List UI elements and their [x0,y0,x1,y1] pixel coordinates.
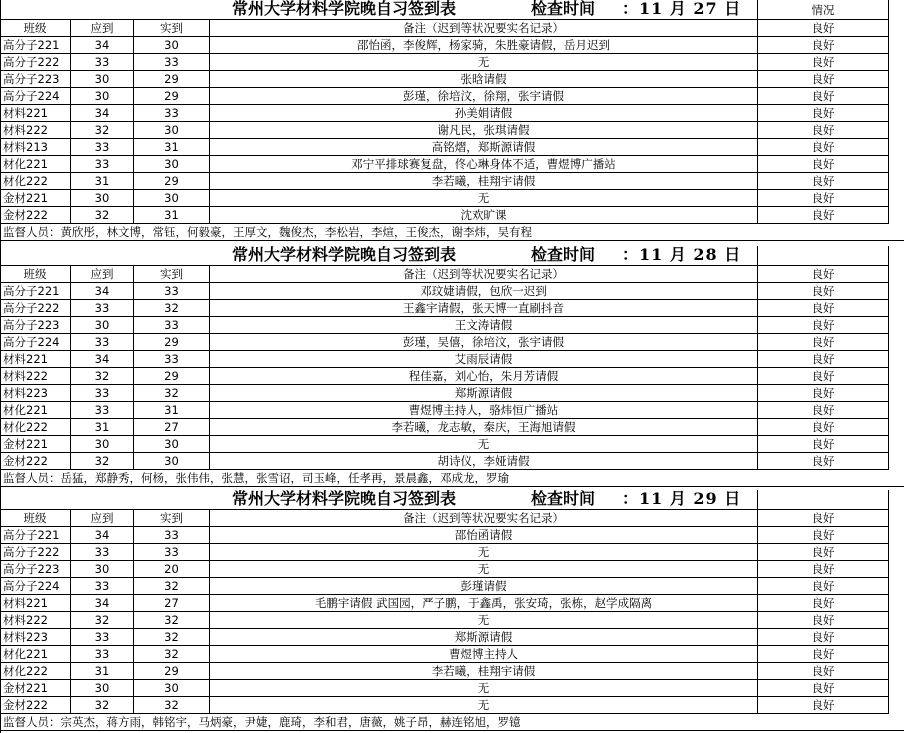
status-cell: 良好 [758,578,889,595]
class-name-cell: 高分子223 [0,317,71,334]
status-cell: 良好 [758,71,889,88]
column-header-row [0,20,904,37]
table-row [0,646,904,663]
status-cell: 良好 [758,595,889,612]
status-cell: 良好 [758,436,889,453]
remarks-cell: 程佳嘉，刘心怡，朱月芳请假 [210,368,758,385]
column-header-status-cell: 良好 [758,266,889,283]
status-cell: 良好 [758,105,889,122]
table-row [0,122,904,139]
status-column-header [758,490,889,510]
table-row [0,385,904,402]
table-row [0,578,904,595]
table-row [0,419,904,436]
column-header-class-name-cell: 班级 [0,20,71,37]
column-header-actual-count-cell: 实到 [134,20,210,37]
remarks-cell: 李若曦，桂翔宇请假 [210,173,758,190]
column-header-actual-count-cell: 实到 [134,266,210,283]
table-row [0,629,904,646]
status-cell: 良好 [758,37,889,54]
column-header-expected-count-cell: 应到 [71,510,134,527]
actual-count-cell: 29 [134,71,210,88]
table-row [0,88,904,105]
remarks-cell: 郑斯源请假 [210,629,758,646]
status-cell: 良好 [758,697,889,714]
remarks-cell: 无 [210,561,758,578]
class-name-cell: 高分子224 [0,578,71,595]
column-header-remarks-cell: 备注（迟到等状况要实名记录） [210,20,758,37]
remarks-cell: 郑斯源请假 [210,385,758,402]
table-row [0,71,904,88]
status-cell: 良好 [758,368,889,385]
status-cell: 良好 [758,156,889,173]
remarks-cell: 高铭熠，郑斯源请假 [210,139,758,156]
remarks-cell: 李若曦，桂翔宇请假 [210,663,758,680]
section-title-row [0,246,904,266]
remarks-cell: 无 [210,436,758,453]
supervisors-text: 监督人员：岳猛，郑静秀，何杨，张伟伟，张慧，张雪诏，司玉峰，任孝再，景晨鑫，邓成龙，罗瑜 [0,470,904,487]
remarks-cell: 彭瑾，徐培汶，徐翔，张宇请假 [210,88,758,105]
expected-count-cell: 33 [71,578,134,595]
remarks-cell: 曹煜博主持人 [210,646,758,663]
table-row [0,612,904,629]
sheet-title-text: 常州大学材料学院晚自习签到表 [232,489,457,508]
class-name-cell: 材料221 [0,351,71,368]
table-row [0,105,904,122]
actual-count-cell: 32 [134,697,210,714]
status-cell: 良好 [758,190,889,207]
actual-count-cell: 20 [134,561,210,578]
table-row [0,368,904,385]
actual-count-cell: 33 [134,283,210,300]
remarks-cell: 无 [210,190,758,207]
check-time-label: 检查时间 [531,0,596,18]
status-cell: 良好 [758,629,889,646]
status-cell: 良好 [758,139,889,156]
actual-count-cell: 27 [134,419,210,436]
actual-count-cell: 33 [134,54,210,71]
actual-count-cell: 31 [134,139,210,156]
expected-count-cell: 33 [71,629,134,646]
table-row [0,54,904,71]
remarks-cell: 邵怡函，李俊辉，杨家骑，朱胜豪请假，岳月迟到 [210,37,758,54]
expected-count-cell: 31 [71,663,134,680]
actual-count-cell: 30 [134,453,210,470]
expected-count-cell: 33 [71,385,134,402]
table-row [0,300,904,317]
actual-count-cell: 33 [134,544,210,561]
column-header-row [0,510,904,527]
column-header-row [0,266,904,283]
class-name-cell: 材料221 [0,595,71,612]
class-name-cell: 材化222 [0,663,71,680]
remarks-cell: 无 [210,544,758,561]
supervisors-row [0,470,904,487]
table-row [0,156,904,173]
remarks-cell: 李若曦，龙志敏，秦庆，王海旭请假 [210,419,758,436]
actual-count-cell: 29 [134,334,210,351]
sheet-title [0,0,758,20]
status-cell: 良好 [758,173,889,190]
table-row [0,207,904,224]
check-time-label: 检查时间 [531,245,596,264]
actual-count-cell: 30 [134,37,210,54]
status-cell: 良好 [758,680,889,697]
expected-count-cell: 30 [71,317,134,334]
check-date: ：11 月 27 日 [622,0,742,18]
status-cell: 良好 [758,54,889,71]
actual-count-cell: 29 [134,88,210,105]
status-cell: 良好 [758,453,889,470]
column-header-expected-count-cell: 应到 [71,266,134,283]
column-header-class-name-cell: 班级 [0,266,71,283]
expected-count-cell: 32 [71,368,134,385]
class-name-cell: 高分子223 [0,71,71,88]
expected-count-cell: 31 [71,173,134,190]
status-cell: 良好 [758,300,889,317]
remarks-cell: 王鑫宇请假，张天博一直刷抖音 [210,300,758,317]
expected-count-cell: 32 [71,122,134,139]
expected-count-cell: 34 [71,105,134,122]
remarks-cell: 彭瑾，吴僖，徐培汶，张宇请假 [210,334,758,351]
class-name-cell: 高分子221 [0,37,71,54]
remarks-cell: 曹煜博主持人，骆炜恒广播站 [210,402,758,419]
expected-count-cell: 33 [71,139,134,156]
expected-count-cell: 30 [71,680,134,697]
class-name-cell: 材化221 [0,402,71,419]
status-cell: 良好 [758,419,889,436]
class-name-cell: 高分子221 [0,527,71,544]
status-cell: 良好 [758,207,889,224]
expected-count-cell: 33 [71,300,134,317]
expected-count-cell: 33 [71,544,134,561]
status-cell: 良好 [758,385,889,402]
remarks-cell: 谢凡民，张琪请假 [210,122,758,139]
table-row [0,663,904,680]
status-cell: 良好 [758,283,889,300]
class-name-cell: 金材221 [0,190,71,207]
sheet-title [0,490,758,510]
status-cell: 良好 [758,663,889,680]
actual-count-cell: 32 [134,385,210,402]
class-name-cell: 材料223 [0,629,71,646]
table-row [0,527,904,544]
expected-count-cell: 30 [71,71,134,88]
remarks-cell: 无 [210,680,758,697]
section-title-row [0,0,904,20]
expected-count-cell: 33 [71,646,134,663]
class-name-cell: 金材221 [0,680,71,697]
table-row [0,544,904,561]
status-cell: 良好 [758,612,889,629]
actual-count-cell: 33 [134,351,210,368]
class-name-cell: 高分子224 [0,88,71,105]
remarks-cell: 无 [210,54,758,71]
sheet-title [0,246,758,266]
class-name-cell: 材料222 [0,368,71,385]
expected-count-cell: 30 [71,190,134,207]
sheet-title-text: 常州大学材料学院晚自习签到表 [232,245,457,264]
table-row [0,561,904,578]
actual-count-cell: 29 [134,663,210,680]
table-row [0,173,904,190]
remarks-cell: 王文涛请假 [210,317,758,334]
column-header-remarks-cell: 备注（迟到等状况要实名记录） [210,510,758,527]
class-name-cell: 材料213 [0,139,71,156]
class-name-cell: 高分子223 [0,561,71,578]
sheet-title-text: 常州大学材料学院晚自习签到表 [232,0,457,18]
remarks-cell: 邵怡函请假 [210,527,758,544]
supervisors-row [0,224,904,241]
check-date: ：11 月 28 日 [622,245,742,264]
actual-count-cell: 29 [134,368,210,385]
column-header-class-name-cell: 班级 [0,510,71,527]
actual-count-cell: 33 [134,527,210,544]
actual-count-cell: 30 [134,122,210,139]
status-cell: 良好 [758,334,889,351]
actual-count-cell: 29 [134,173,210,190]
class-name-cell: 高分子222 [0,54,71,71]
expected-count-cell: 32 [71,453,134,470]
column-header-status-cell: 良好 [758,510,889,527]
class-name-cell: 金材222 [0,453,71,470]
class-name-cell: 材化222 [0,419,71,436]
table-row [0,680,904,697]
actual-count-cell: 30 [134,190,210,207]
table-row [0,453,904,470]
class-name-cell: 高分子221 [0,283,71,300]
table-row [0,436,904,453]
remarks-cell: 邓宁平排球赛复盘，佟心琳身体不适，曹煜博广播站 [210,156,758,173]
actual-count-cell: 32 [134,629,210,646]
expected-count-cell: 32 [71,612,134,629]
actual-count-cell: 27 [134,595,210,612]
expected-count-cell: 33 [71,54,134,71]
actual-count-cell: 30 [134,680,210,697]
remarks-cell: 沈欢旷课 [210,207,758,224]
actual-count-cell: 32 [134,612,210,629]
expected-count-cell: 30 [71,436,134,453]
status-column-header: 情况 [758,0,889,20]
status-cell: 良好 [758,561,889,578]
status-cell: 良好 [758,527,889,544]
expected-count-cell: 34 [71,351,134,368]
class-name-cell: 材料221 [0,105,71,122]
actual-count-cell: 33 [134,317,210,334]
actual-count-cell: 30 [134,156,210,173]
check-date: ：11 月 29 日 [622,489,742,508]
expected-count-cell: 34 [71,527,134,544]
status-cell: 良好 [758,88,889,105]
expected-count-cell: 34 [71,595,134,612]
expected-count-cell: 34 [71,283,134,300]
remarks-cell: 胡诗仪，李娅请假 [210,453,758,470]
status-cell: 良好 [758,544,889,561]
class-name-cell: 材化221 [0,156,71,173]
expected-count-cell: 32 [71,207,134,224]
class-name-cell: 金材222 [0,207,71,224]
class-name-cell: 高分子224 [0,334,71,351]
supervisors-text: 监督人员：黄欣彤，林文博，常钰，何毅豪，王厚文，魏俊杰，李松岩，李煊，王俊杰，谢李炜，吴有程 [0,224,904,241]
remarks-cell: 孙美娟请假 [210,105,758,122]
remarks-cell: 毛鹏宇请假 武国园，严子鹏，于鑫禹，张安琦，张栋，赵学成隔离 [210,595,758,612]
table-row [0,697,904,714]
table-row [0,317,904,334]
column-header-remarks-cell: 备注（迟到等状况要实名记录） [210,266,758,283]
column-header-status-cell: 良好 [758,20,889,37]
supervisors-row [0,714,904,731]
remarks-cell: 无 [210,612,758,629]
remarks-cell: 张晗请假 [210,71,758,88]
class-name-cell: 材化222 [0,173,71,190]
expected-count-cell: 32 [71,697,134,714]
expected-count-cell: 33 [71,402,134,419]
remarks-cell: 彭瑾请假 [210,578,758,595]
remarks-cell: 无 [210,697,758,714]
actual-count-cell: 32 [134,578,210,595]
class-name-cell: 材化221 [0,646,71,663]
expected-count-cell: 30 [71,88,134,105]
class-name-cell: 高分子222 [0,300,71,317]
actual-count-cell: 31 [134,207,210,224]
class-name-cell: 金材221 [0,436,71,453]
status-cell: 良好 [758,402,889,419]
actual-count-cell: 30 [134,436,210,453]
class-name-cell: 高分子222 [0,544,71,561]
actual-count-cell: 33 [134,105,210,122]
expected-count-cell: 33 [71,334,134,351]
class-name-cell: 材料223 [0,385,71,402]
status-cell: 良好 [758,646,889,663]
status-cell: 良好 [758,351,889,368]
table-row [0,37,904,54]
class-name-cell: 材料222 [0,612,71,629]
status-cell: 良好 [758,122,889,139]
table-row [0,334,904,351]
expected-count-cell: 34 [71,37,134,54]
actual-count-cell: 32 [134,646,210,663]
table-row [0,595,904,612]
table-row [0,283,904,300]
actual-count-cell: 31 [134,402,210,419]
class-name-cell: 金材222 [0,697,71,714]
status-column-header [758,246,889,266]
expected-count-cell: 31 [71,419,134,436]
expected-count-cell: 33 [71,156,134,173]
check-time-label: 检查时间 [531,489,596,508]
table-row [0,402,904,419]
actual-count-cell: 32 [134,300,210,317]
class-name-cell: 材料222 [0,122,71,139]
expected-count-cell: 30 [71,561,134,578]
status-cell: 良好 [758,317,889,334]
table-row [0,190,904,207]
table-row [0,351,904,368]
remarks-cell: 邓玟婕请假，包欣一迟到 [210,283,758,300]
section-title-row [0,490,904,510]
column-header-actual-count-cell: 实到 [134,510,210,527]
remarks-cell: 艾雨辰请假 [210,351,758,368]
supervisors-text: 监督人员：宗英杰，蒋方雨，韩铭宇，马炳豪，尹婕，鹿琦，李和君，唐薇，姚子昂，赫连铭旭，罗镱 [0,714,904,731]
column-header-expected-count-cell: 应到 [71,20,134,37]
table-row [0,139,904,156]
